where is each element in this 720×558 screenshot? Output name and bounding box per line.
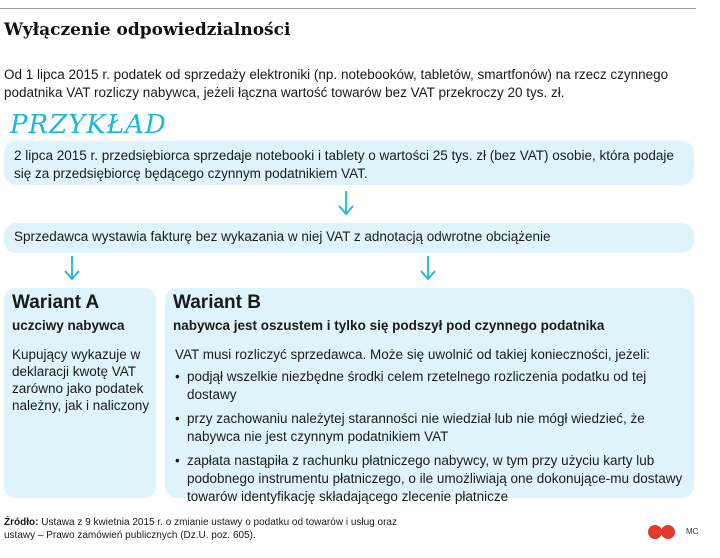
step2-text: Sprzedawca wystawia fakturę bez wykazania w niej VAT z adnotacją odwrotne obciążenie (14, 229, 551, 244)
variant-b-intro: VAT musi rozliczyć sprzedawca. Może się uwolnić od takiej konieczności, jeżeli: (175, 347, 650, 362)
variant-b-body (175, 346, 685, 512)
source-text: Ustawa z 9 kwietnia 2015 r. o zmianie ustawy o podatku od towarów i usług oraz ustawy – Prawo zamówień publicznych (Dz.U. poz. 605). (4, 517, 397, 541)
down-arrow-icon (420, 255, 436, 281)
variant-b-title: Wariant B (173, 292, 261, 313)
variant-a-body: Kupujący wykazuje w deklaracji kwotę VAT zarówno jako podatek należny, jak i naliczony (12, 347, 150, 413)
down-arrow-icon (64, 255, 80, 281)
variant-b-bullet-list (175, 368, 685, 506)
step1-text: 2 lipca 2015 r. przedsiębiorca sprzedaje notebooki i tablety o wartości 25 tys. zł (bez VAT) osobie, która podaje się za przedsiębiorcę będącego czynnym podatnikiem VAT. (14, 148, 674, 181)
variant-a-title: Wariant A (12, 292, 100, 313)
bullet-text: podjął wszelkie niezbędne środki celem rzetelnego rozliczenia podatku od tej dostawy (187, 369, 647, 402)
variant-a-box (4, 288, 156, 498)
example-label: PRZYKŁAD (10, 110, 167, 140)
step1-box (4, 141, 694, 185)
variant-a-subtitle: uczciwy nabywca (12, 318, 125, 333)
source-note (4, 516, 424, 542)
list-item (175, 452, 685, 506)
author-initials: MC (686, 527, 699, 536)
bullet-icon: • (175, 411, 180, 426)
bullet-text: przy zachowaniu należytej staranności nie wiedział lub nie mógł wiedzieć, że nabywca nie jest czynnym podatnikiem VAT (187, 411, 645, 444)
variant-b-subtitle: nabywca jest oszustem i tylko się podszył pod czynnego podatnika (173, 318, 605, 333)
page-title: Wyłączenie odpowiedzialności (4, 20, 291, 40)
step2-box (4, 223, 694, 253)
variant-b-box (165, 288, 694, 504)
list-item (175, 410, 685, 446)
bullet-icon: • (175, 369, 180, 384)
publisher-logo-icon (648, 525, 688, 541)
intro-text: Od 1 lipca 2015 r. podatek od sprzedaży elektroniki (np. notebooków, tabletów, smartfonów) na rzecz czynnego podatnika VAT rozliczy nabywca, jeżeli łączna wartość towarów bez VAT przekroczy 20 tys. zł. (4, 67, 669, 100)
top-rule (0, 8, 696, 9)
list-item (175, 368, 685, 404)
source-label: Źródło: (4, 517, 39, 528)
bullet-icon: • (175, 453, 180, 468)
bullet-text: zapłata nastąpiła z rachunku płatniczego nabywcy, w tym przy użyciu karty lub podobnego instrumentu płatniczego, o ile umożliwiają one dokonujące-mu dostawy towarów identyfikację składającego zlecenie płatnicze (187, 453, 683, 504)
down-arrow-icon (338, 190, 354, 216)
